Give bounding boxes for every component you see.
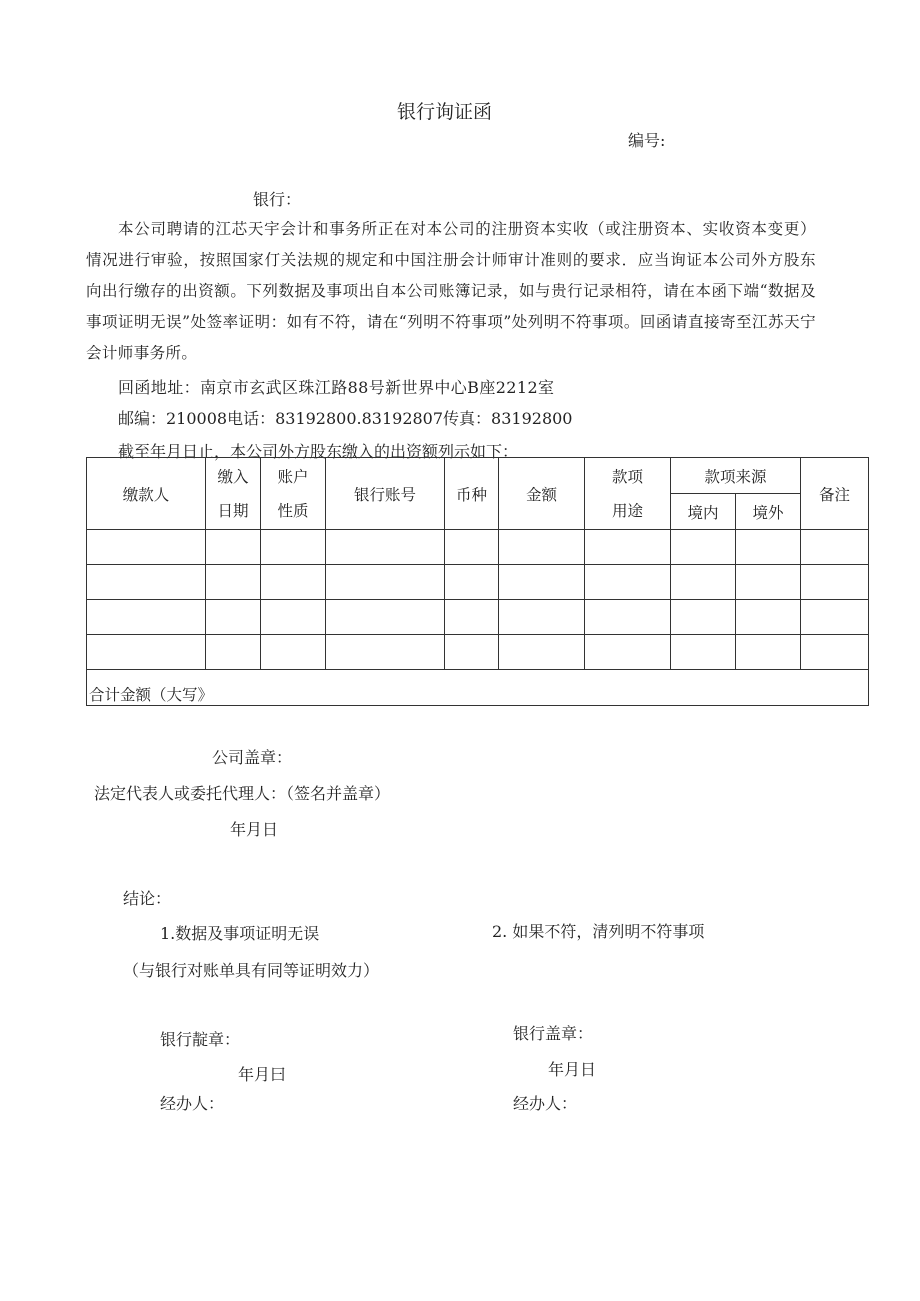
header-source: 款项来源 <box>671 458 801 494</box>
total-amount-label: 合计金额（大写》 <box>87 670 869 706</box>
cell <box>801 530 869 565</box>
cell <box>585 565 671 600</box>
bank-addressee-label: 银行： <box>253 190 302 209</box>
option-confirm-note: （与银行对账单具有同等证明效力） <box>123 961 380 980</box>
header-payer: 缴款人 <box>87 458 206 530</box>
cell <box>736 635 801 670</box>
left-handler-label: 经办人： <box>160 1094 225 1113</box>
cell <box>261 635 326 670</box>
cell <box>801 565 869 600</box>
cell <box>87 635 206 670</box>
table-row <box>87 530 869 565</box>
header-bank-account: 银行账号 <box>326 458 445 530</box>
table-row <box>87 565 869 600</box>
cell <box>445 530 499 565</box>
header-date <box>206 458 261 530</box>
header-foreign: 境外 <box>736 494 801 530</box>
header-purpose <box>585 458 671 530</box>
cell <box>499 565 585 600</box>
cell <box>206 530 261 565</box>
cell <box>206 600 261 635</box>
cell <box>445 600 499 635</box>
header-purpose-line2: 用途 <box>611 501 643 520</box>
company-seal-label: 公司盖章： <box>212 748 293 767</box>
legal-representative-label: 法定代表人或委托代理人：（签名并盖章） <box>94 784 391 803</box>
document-title: 银行询证函 <box>397 101 493 123</box>
option-confirm: 1.数据及事项证明无误 <box>160 924 320 943</box>
option-disagree: 2. 如果不符，清列明不符事项 <box>492 922 705 941</box>
cell <box>585 530 671 565</box>
cell <box>326 530 445 565</box>
table-row <box>87 635 869 670</box>
cell <box>499 600 585 635</box>
table-intro: 截至年月日止，本公司外方股东缴入的出资额列示如下： <box>118 442 519 461</box>
conclusion-label: 结论： <box>123 889 172 908</box>
intro-paragraph: 本公司聘请的江芯天宇会计和事务所正在对本公司的注册资本实收（或注册资本、实收资本变更）情况进行审验，按照国家仃关法规的规定和中国注册会计师审计准则的要求．应当询证本公司外方股东向出行缴存的出资额。下列数据及事项出自本公司账簿记录，如与贵行记录相符，请在本函下端“数据及事项证明无误”处签率证明：如有不符，请在“列明不符事项”处列明不符事项。回函请直接寄至江苏天宁会计师事务所。 <box>86 220 816 362</box>
header-account-nature-line1: 账户 <box>277 467 309 486</box>
cell <box>326 565 445 600</box>
cell <box>585 635 671 670</box>
header-account-nature-line2: 性质 <box>277 501 309 520</box>
right-date: 年月日 <box>548 1060 597 1079</box>
total-row <box>87 670 869 706</box>
postcode-phone-fax: 邮编：210008电话：83192800.83192807传真：83192800 <box>118 409 573 428</box>
cell <box>736 565 801 600</box>
cell <box>671 565 736 600</box>
left-bank-seal-label: 银行靛章： <box>160 1030 241 1049</box>
cell <box>87 530 206 565</box>
cell <box>206 565 261 600</box>
left-date: 年月曰 <box>238 1065 287 1084</box>
company-date: 年月日 <box>230 820 279 839</box>
table-row <box>87 600 869 635</box>
cell <box>499 635 585 670</box>
return-address: 回函地址：南京市玄武区珠江路88号新世界中心B座2212室 <box>118 378 555 397</box>
cell <box>445 635 499 670</box>
cell <box>87 600 206 635</box>
serial-number-label: 编号: <box>628 131 666 150</box>
cell <box>585 600 671 635</box>
cell <box>261 530 326 565</box>
right-handler-label: 经办人： <box>513 1094 578 1113</box>
cell <box>736 530 801 565</box>
cell <box>261 565 326 600</box>
header-purpose-line1: 款项 <box>611 467 643 486</box>
header-date-line1: 缴入 <box>217 467 249 486</box>
header-domestic: 境内 <box>671 494 736 530</box>
right-bank-seal-label: 银行盖章： <box>513 1024 594 1043</box>
cell <box>671 600 736 635</box>
cell <box>206 635 261 670</box>
cell <box>736 600 801 635</box>
cell <box>671 530 736 565</box>
cell <box>801 635 869 670</box>
cell <box>671 635 736 670</box>
cell <box>326 600 445 635</box>
header-date-line2: 日期 <box>217 501 249 520</box>
cell <box>499 530 585 565</box>
header-remarks: 备注 <box>801 458 869 530</box>
header-account-nature <box>261 458 326 530</box>
cell <box>261 600 326 635</box>
header-currency: 币种 <box>445 458 499 530</box>
cell <box>801 600 869 635</box>
cell <box>445 565 499 600</box>
capital-contribution-table <box>86 457 869 706</box>
cell <box>326 635 445 670</box>
cell <box>87 565 206 600</box>
header-amount: 金额 <box>499 458 585 530</box>
